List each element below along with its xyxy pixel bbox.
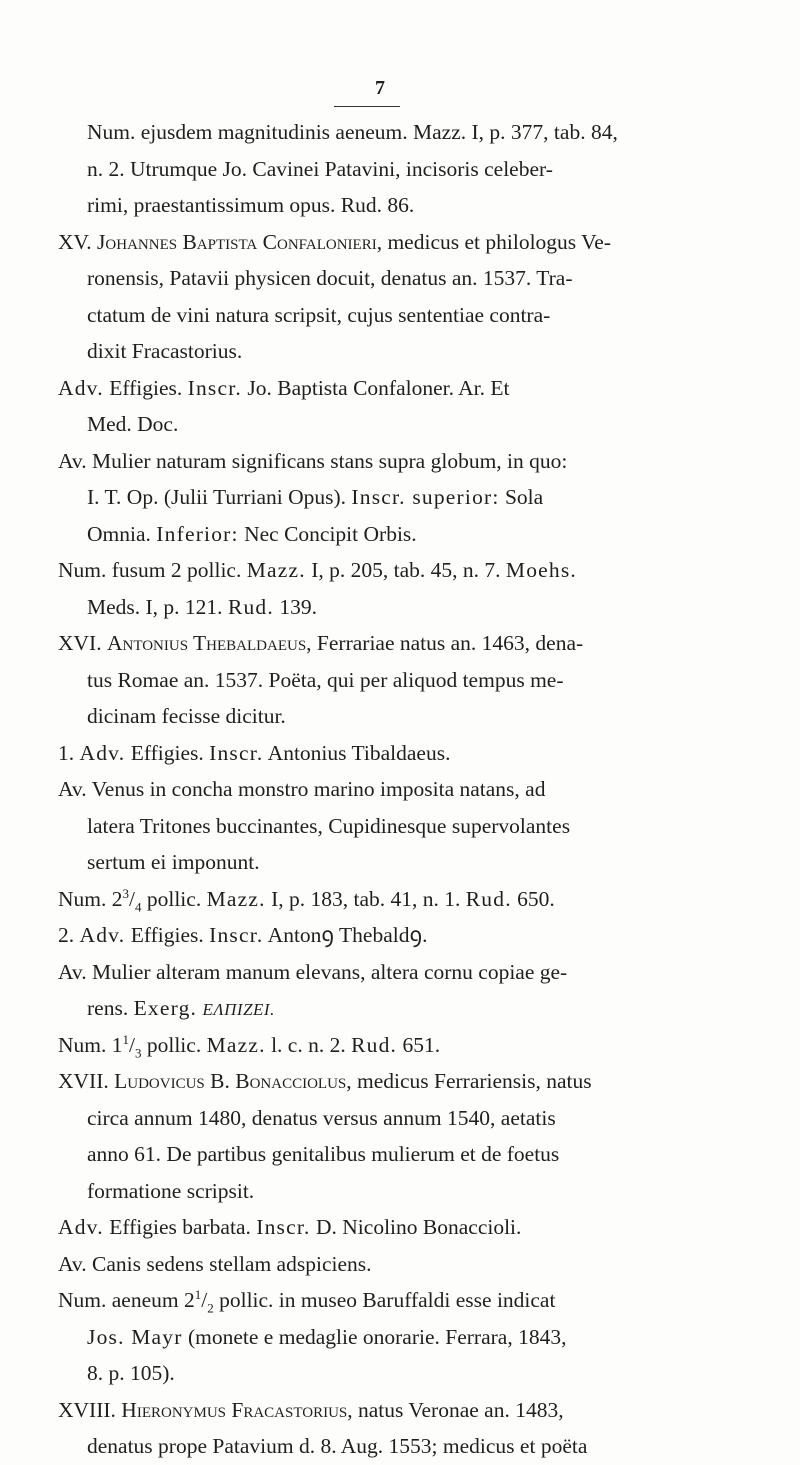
entry-heading-xviii: XVIII. Hieronymus Fracastorius, natus Veronae an. 1483, xyxy=(58,1397,564,1422)
text-line: Adv. Effigies barbata. Inscr. D. Nicolino Bonaccioli. xyxy=(58,1215,522,1239)
text-line: Av. Venus in concha monstro marino imposita natans, ad xyxy=(58,777,546,801)
text-line: anno 61. De partibus genitalibus mulierum et de foetus xyxy=(87,1142,560,1166)
person-name: Ludovicus B. Bonacciolus xyxy=(114,1069,347,1093)
text-line: circa annum 1480, denatus versus annum 1540, aetatis xyxy=(87,1105,556,1130)
text-line: Num. aeneum $2^1/_2$ pollic. in museo Baruffaldi esse indicat xyxy=(58,1286,556,1316)
text-line: Num. ejusdem magnitudinis aeneum. Mazz. I, p. 377, tab. 84, xyxy=(87,120,618,144)
text-line: ronensis, Patavii physicen docuit, denatus an. 1537. Tra- xyxy=(87,266,573,290)
text-line: Num. $2^3/_4$ pollic. Mazz. I, p. 183, tab. 41, n. 1. Rud. 650. xyxy=(58,885,555,914)
text-line: Adv. Effigies. Inscr. Jo. Baptista Confaloner. Ar. Et xyxy=(58,375,510,400)
text-line: formatione scripsit. xyxy=(87,1178,255,1203)
entry-heading-xv: XV. Johannes Baptista Confalonieri, medicus et philologus Ve- xyxy=(58,229,611,254)
person-name: Hieronymus Fracastorius xyxy=(121,1397,348,1422)
text-line: 1. Adv. Effigies. Inscr. Antonius Tibaldaeus. xyxy=(58,740,451,765)
text-line: Jos. Mayr (monete e medaglie onorarie. Ferrara, 1843, xyxy=(87,1324,567,1349)
text-line: 2. Adv. Effigies. Inscr. Antonꝯ Thebaldꝯ. xyxy=(58,923,428,947)
person-name: Antonius Thebaldaeus xyxy=(106,631,307,655)
text-line: ctatum de vini natura scripsit, cujus sententiae contra- xyxy=(87,302,551,327)
text-line: denatus prope Patavium d. 8. Aug. 1553; medicus et poëta xyxy=(87,1434,588,1458)
text-line: n. 2. Utrumque Jo. Cavinei Patavini, incisoris celeber- xyxy=(87,156,553,181)
text-line: rimi, praestantissimum opus. Rud. 86. xyxy=(87,193,415,217)
text-line: latera Tritones buccinantes, Cupidinesque supervolantes xyxy=(87,813,571,838)
text-line: Av. Mulier alteram manum elevans, altera cornu copiae ge- xyxy=(58,959,568,984)
text-line: Meds. I, p. 121. Rud. 139. xyxy=(87,594,317,619)
person-name: Johannes Baptista Confalonieri xyxy=(97,229,377,254)
header-rule xyxy=(334,106,400,107)
text-line: rens. Exerg. ΕΛΠΙΖΕΙ. xyxy=(87,996,275,1020)
text-line: tus Romae an. 1537. Poëta, qui per aliquod tempus me- xyxy=(87,667,564,692)
text-line: Omnia. Inferior: Nec Concipit Orbis. xyxy=(87,521,417,546)
text-line: 8. p. 105). xyxy=(87,1361,175,1385)
text-line: sertum ei imponunt. xyxy=(87,850,260,874)
greek-inscription: ΕΛΠΙΖΕΙ. xyxy=(202,1000,275,1019)
text-line: Av. Mulier naturam significans stans supra globum, in quo: xyxy=(58,448,568,473)
text-line: Med. Doc. xyxy=(87,412,179,436)
text-line: dixit Fracastorius. xyxy=(87,339,243,363)
text-line: Num. fusum 2 pollic. Mazz. I, p. 205, tab. 45, n. 7. Moehs. xyxy=(58,558,578,582)
page-body xyxy=(0,114,800,1465)
entry-heading-xvi: XVI. Antonius Thebaldaeus, Ferrariae natus an. 1463, dena- xyxy=(58,631,584,655)
text-line: I. T. Op. (Julii Turriani Opus). Inscr. superior: Sola xyxy=(87,485,544,509)
page-number: 7 xyxy=(375,77,385,99)
text-line: dicinam fecisse dicitur. xyxy=(87,704,286,728)
text-line: Num. $1^1/_3$ pollic. Mazz. l. c. n. 2. Rud. 651. xyxy=(58,1031,441,1060)
text-line: Av. Canis sedens stellam adspiciens. xyxy=(58,1251,372,1276)
entry-heading-xvii: XVII. Ludovicus B. Bonacciolus, medicus Ferrariensis, natus xyxy=(58,1069,592,1093)
